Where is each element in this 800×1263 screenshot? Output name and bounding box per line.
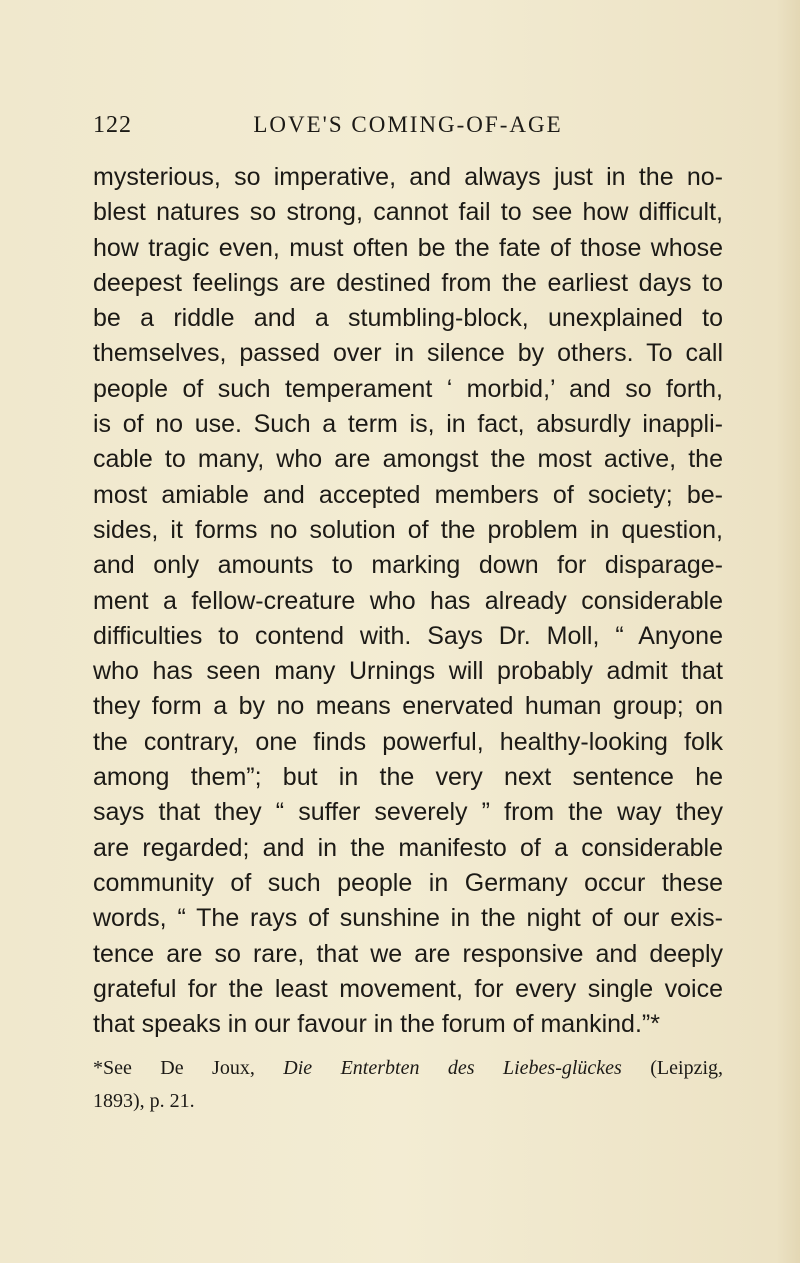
text-line: deepest feelings are destined from the earliest days to xyxy=(93,268,723,297)
footnote-line: 1893), p. 21. xyxy=(93,1090,195,1112)
text-line: mysterious, so imperative, and always just in the no- xyxy=(93,163,723,191)
footnote-prefix: *See De Joux, xyxy=(93,1057,284,1079)
text-line: is of no use. Such a term is, in fact, absurdly inappli- xyxy=(93,410,723,439)
text-line: and only amounts to marking down for disparage- xyxy=(93,551,723,580)
text-line: ment a fellow-creature who has already considerable xyxy=(93,586,723,615)
text-line: among them”; but in the very next sentence he xyxy=(93,763,723,792)
footnote-suffix: (Leipzig, xyxy=(621,1057,724,1079)
text-line: they form a by no means enervated human group; on xyxy=(93,692,723,721)
text-line: most amiable and accepted members of society; be- xyxy=(93,480,723,509)
text-line: the contrary, one finds powerful, healthy-looking folk xyxy=(93,727,723,756)
text-line: how tragic even, must often be the fate of those whose xyxy=(93,233,723,262)
footnote xyxy=(93,1052,723,1118)
page-header xyxy=(93,112,723,146)
text-line: themselves, passed over in silence by others. To call xyxy=(93,339,723,368)
text-line: says that they “ suffer severely ” from the way they xyxy=(93,798,723,827)
text-line: difficulties to contend with. Says Dr. Moll, “ Anyone xyxy=(93,621,723,650)
text-line: people of such temperament ‘ morbid,’ and so forth, xyxy=(93,374,723,403)
page-number: 122 xyxy=(93,112,132,138)
text-line: sides, it forms no solution of the problem in question, xyxy=(93,515,723,544)
text-line: be a riddle and a stumbling-block, unexplained to xyxy=(93,304,723,333)
text-line: are regarded; and in the manifesto of a considerable xyxy=(93,833,723,862)
footnote-title: Die Enterbten des Liebes-glückes xyxy=(283,1057,622,1079)
text-line: grateful for the least movement, for every single voice xyxy=(93,974,723,1003)
body-text xyxy=(93,160,723,1042)
footnote-line xyxy=(93,1052,723,1085)
text-line: tence are so rare, that we are responsive and deeply xyxy=(93,939,723,968)
text-line: words, “ The rays of sunshine in the night of our exis- xyxy=(93,904,723,933)
text-line: cable to many, who are amongst the most active, the xyxy=(93,445,723,474)
text-line: blest natures so strong, cannot fail to see how difficult, xyxy=(93,198,723,227)
text-line: community of such people in Germany occur these xyxy=(93,868,723,897)
running-head: LOVE'S COMING-OF-AGE xyxy=(253,112,563,137)
text-line: that speaks in our favour in the forum of mankind.”* xyxy=(93,1010,660,1039)
text-line: who has seen many Urnings will probably admit that xyxy=(93,657,723,686)
